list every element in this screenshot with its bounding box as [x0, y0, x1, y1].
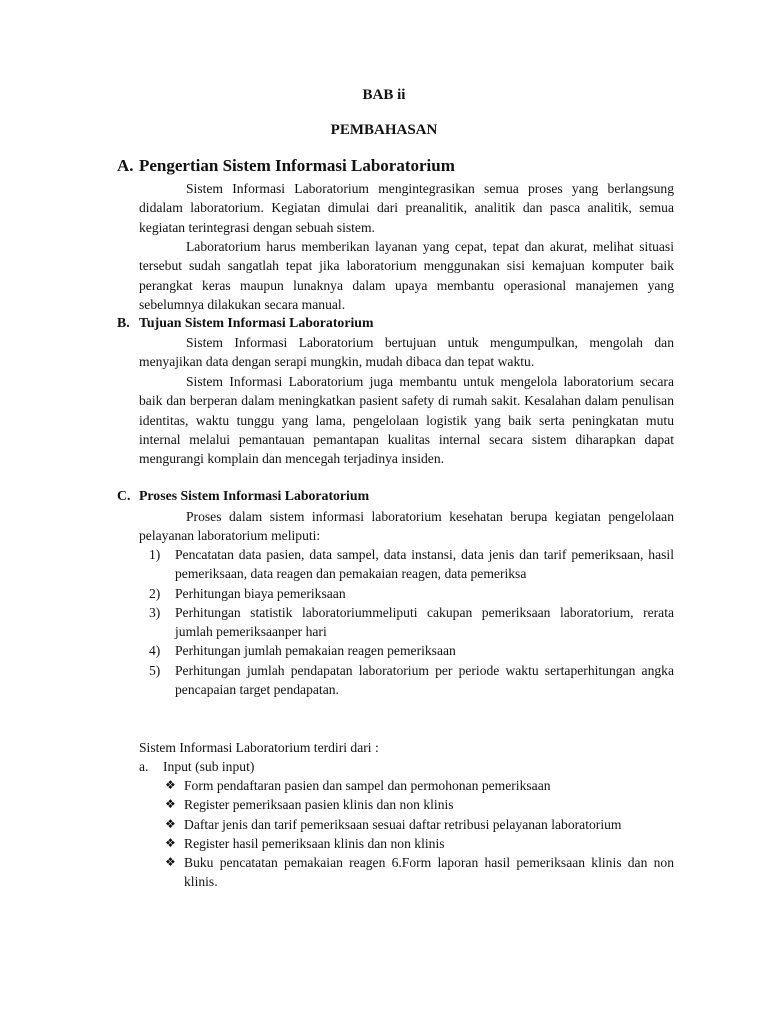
section-c-title: Proses Sistem Informasi Laboratorium [139, 488, 370, 503]
list-item-text: Perhitungan statistik laboratoriummeliputi cakupan pemeriksaan laboratorium, rerata jumlah pemeriksaanper hari [175, 604, 674, 640]
section-b-heading [117, 315, 373, 331]
list-item-text: Perhitungan jumlah pemakaian reagen pemeriksaan [175, 643, 456, 659]
section-a-title: Pengertian Sistem Informasi Laboratorium [139, 156, 455, 175]
section-b-paragraph-1-text: Sistem Informasi Laboratorium bertujuan untuk mengumpulkan, mengolah dan menyajikan data dengan serapi mungkin, mudah dibaca dan tepat waktu. [139, 335, 674, 370]
diamond-bullet-icon: ❖ [165, 835, 176, 850]
input-subheading-text: Input (sub input) [163, 759, 255, 774]
section-a-heading [117, 156, 455, 176]
bullet-item [165, 853, 674, 892]
section-b-label: B. [117, 315, 130, 330]
input-bullet-list [165, 776, 674, 892]
bullet-item-text: Register hasil pemeriksaan klinis dan non klinis [184, 835, 445, 851]
chapter-title: PEMBAHASAN [330, 122, 438, 138]
list-item-number: 3) [149, 604, 161, 620]
bullet-item [165, 776, 674, 795]
input-subheading [139, 757, 254, 776]
diamond-bullet-icon: ❖ [165, 855, 176, 870]
bullet-item-text: Daftar jenis dan tarif pemeriksaan sesuai daftar retribusi pelayanan laboratorium [184, 816, 622, 832]
section-a-paragraph-1 [139, 179, 674, 237]
chapter-label: BAB ii [362, 87, 406, 103]
diamond-bullet-icon: ❖ [165, 778, 176, 792]
section-c-intro-text: Proses dalam sistem informasi laboratorium kesehatan berupa kegiatan pengelolaan pelayanan laboratorium meliputi: [139, 509, 674, 544]
list-item [139, 641, 674, 660]
list-item [139, 661, 674, 700]
list-item-number: 2) [149, 585, 161, 601]
section-b-paragraph-1 [139, 333, 674, 372]
diamond-bullet-icon: ❖ [165, 816, 176, 831]
section-c-label: C. [117, 488, 131, 503]
input-subheading-label: a. [139, 759, 149, 774]
bullet-item [165, 795, 674, 814]
bullet-item-text: Buku pencatatan pemakaian reagen 6.Form laporan hasil pemeriksaan klinis dan non klinis. [184, 855, 674, 890]
list-item [139, 603, 674, 642]
list-item-text: Pencatatan data pasien, data sampel, data instansi, data jenis dan tarif pemeriksaan, hasil pemeriksaan, data reagen dan pemakaian reagen, data pemeriksa [175, 547, 674, 582]
section-a-label: A. [117, 156, 134, 175]
list-item-number: 5) [149, 662, 161, 678]
bullet-item [165, 815, 674, 834]
diamond-bullet-icon: ❖ [165, 797, 176, 812]
list-item-number: 1) [149, 547, 161, 562]
list-item [139, 545, 674, 584]
section-a-paragraph-2-text: Laboratorium harus memberikan layanan yang cepat, tepat dan akurat, melihat situasi tersebut sudah sangatlah tepat jika laboratorium menggunakan sisi kemajuan komputer baik perangkat keras maupun lunaknya dalam upaya membantu operasional manajemen yang sebelumnya dilakukan secara manual. [139, 239, 674, 312]
list-item-text: Perhitungan biaya pemeriksaan [175, 585, 346, 601]
section-b-paragraph-2-text: Sistem Informasi Laboratorium juga membantu untuk mengelola laboratorium secara baik dan berperan dalam meningkatkan pasient safety di rumah sakit. Kesalahan dalam penulisan identitas, waktu tunggu yang lama, pengelolaan logistik yang baik serta peningkatan mutu internal melalui pemantauan pemantapan kualitas internal secara sistem diharapkan dapat mengurangi komplain dan mencegah terjadinya insiden. [139, 374, 674, 467]
section-a-paragraph-2 [139, 237, 674, 314]
section-c-intro [139, 507, 674, 546]
components-intro: Sistem Informasi Laboratorium terdiri dari : [139, 740, 379, 755]
section-a-paragraph-1-text: Sistem Informasi Laboratorium mengintegrasikan semua proses yang berlangsung didalam laboratorium. Kegiatan dimulai dari preanalitik, analitik dan pasca analitik, semua kegiatan terintegrasi dengan sebuah sistem. [139, 181, 674, 235]
bullet-item-text: Register pemeriksaan pasien klinis dan non klinis [184, 797, 454, 813]
list-item [139, 584, 674, 603]
section-c-heading [117, 488, 369, 504]
bullet-item [165, 834, 674, 853]
bullet-item-text: Form pendaftaran pasien dan sampel dan permohonan pemeriksaan [184, 778, 551, 793]
process-list [139, 545, 674, 699]
list-item-text: Perhitungan jumlah pendapatan laboratorium per periode waktu sertaperhitungan angka pencapaian target pendapatan. [175, 662, 674, 698]
section-b-paragraph-2 [139, 372, 674, 468]
list-item-number: 4) [149, 643, 161, 659]
section-b-title: Tujuan Sistem Informasi Laboratorium [139, 315, 374, 330]
